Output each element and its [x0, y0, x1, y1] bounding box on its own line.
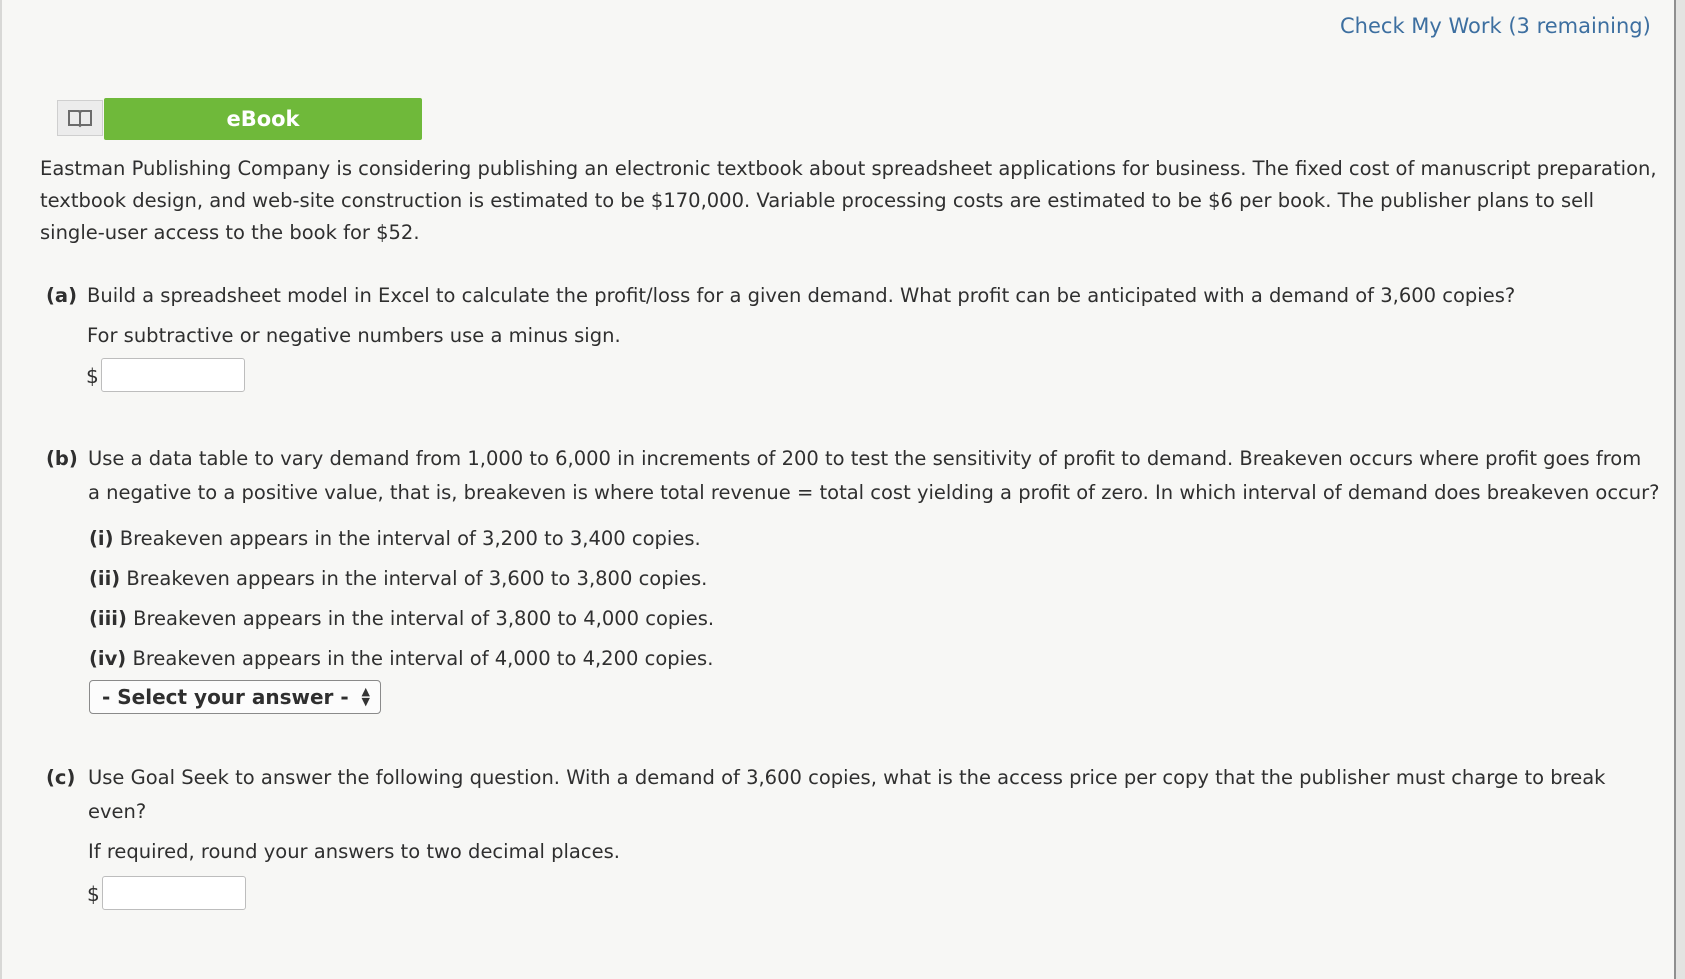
option-label: (iv): [89, 647, 127, 670]
intro-line-2: textbook design, and web-site construction is estimated to be $170,000. Variable processing costs are estimated to be $6 per book. The publisher plans to sell: [40, 189, 1595, 212]
part-a-question: Build a spreadsheet model in Excel to calculate the profit/loss for a given demand. What profit can be anticipated with a demand of 3,600 copies?: [87, 284, 1516, 307]
check-my-work-link[interactable]: Check My Work (3 remaining): [1340, 14, 1651, 38]
option-text: Breakeven appears in the interval of 3,800 to 4,000 copies.: [133, 607, 715, 630]
option-label: (ii): [89, 567, 121, 590]
price-answer-input[interactable]: [102, 876, 246, 910]
part-a-label: (a): [46, 284, 77, 307]
intro-line-3: single-user access to the book for $52.: [40, 221, 420, 244]
select-value: - Select your answer -: [102, 685, 349, 709]
part-b-label: (b): [46, 447, 78, 470]
part-c-question-line-2: even?: [88, 800, 147, 823]
profit-answer-input[interactable]: [101, 358, 245, 392]
part-c-note: If required, round your answers to two decimal places.: [88, 840, 620, 863]
option-iii: [89, 603, 714, 635]
option-ii: [89, 563, 707, 595]
select-arrows-icon: ▲ ▼: [361, 685, 370, 708]
option-i: [89, 523, 701, 555]
ebook-button[interactable]: eBook: [104, 98, 422, 140]
breakeven-select[interactable]: [89, 680, 381, 714]
part-c-question-line-1: Use Goal Seek to answer the following question. With a demand of 3,600 copies, what is the access price per copy that the publisher must charge to break: [88, 766, 1606, 789]
currency-symbol: $: [87, 882, 100, 906]
option-label: (i): [89, 527, 114, 550]
option-text: Breakeven appears in the interval of 4,000 to 4,200 copies.: [132, 647, 714, 670]
option-label: (iii): [89, 607, 127, 630]
part-b-question-line-2: a negative to a positive value, that is, breakeven is where total revenue = total cost yielding a profit of zero. In which interval of demand does breakeven occur?: [88, 481, 1660, 504]
part-b-question-line-1: Use a data table to vary demand from 1,000 to 6,000 in increments of 200 to test the sensitivity of profit to demand. Breakeven occurs where profit goes from: [88, 447, 1642, 470]
currency-symbol: $: [86, 364, 99, 388]
left-border: [0, 0, 2, 979]
intro-line-1: Eastman Publishing Company is considering publishing an electronic textbook about spreadsheet applications for business. The fixed cost of manuscript preparation,: [40, 157, 1657, 180]
option-iv: [89, 643, 713, 675]
option-text: Breakeven appears in the interval of 3,200 to 3,400 copies.: [119, 527, 701, 550]
book-icon[interactable]: [57, 100, 103, 136]
option-text: Breakeven appears in the interval of 3,600 to 3,800 copies.: [126, 567, 708, 590]
part-a-note: For subtractive or negative numbers use a minus sign.: [87, 324, 621, 347]
scrollbar[interactable]: [1676, 0, 1685, 979]
part-c-label: (c): [46, 766, 76, 789]
